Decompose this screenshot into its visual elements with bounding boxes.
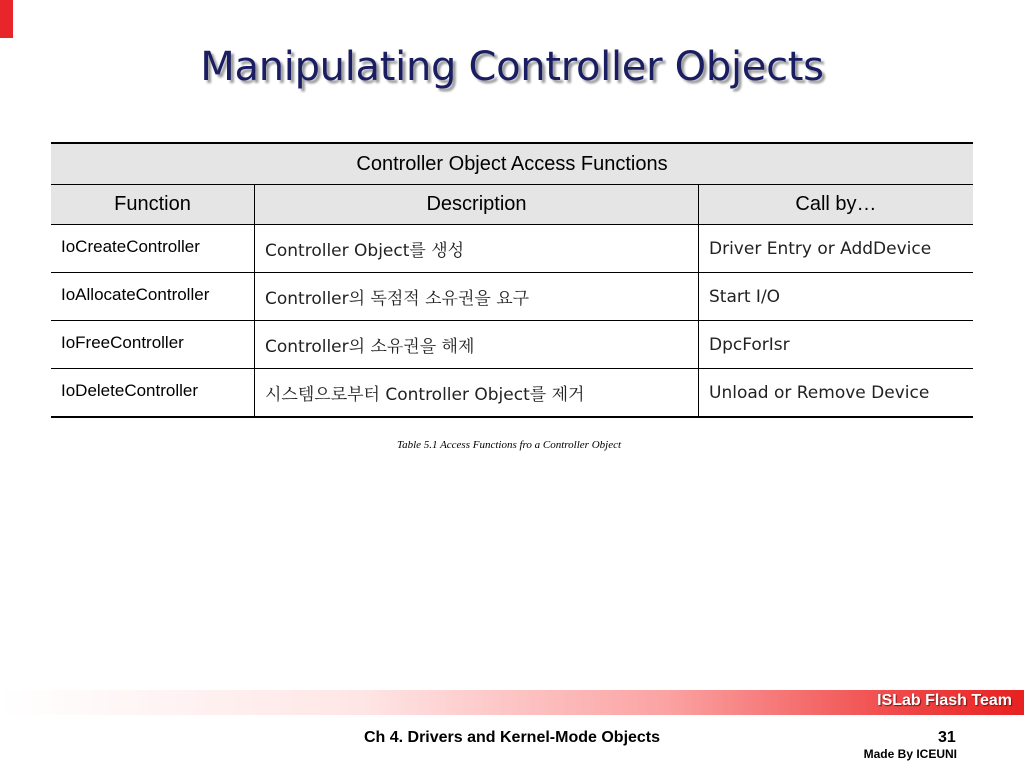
author-credit: Made By ICEUNI bbox=[863, 747, 957, 761]
corner-accent-mark bbox=[0, 0, 13, 38]
function-cell: IoAllocateController bbox=[51, 273, 255, 321]
call-by-cell: Unload or Remove Device bbox=[699, 369, 974, 418]
table-row bbox=[51, 225, 973, 273]
column-header-call-by: Call by… bbox=[699, 185, 974, 225]
description-cell: Controller의 소유권을 해제 bbox=[255, 321, 699, 369]
table-caption: Table 5.1 Access Functions fro a Controller Object bbox=[396, 439, 622, 451]
footer-gradient-band bbox=[0, 690, 1024, 715]
description-cell: 시스템으로부터 Controller Object를 제거 bbox=[255, 369, 699, 418]
table-heading-row bbox=[51, 143, 973, 185]
column-header-function: Function bbox=[51, 185, 255, 225]
team-label: ISLab Flash Team bbox=[877, 692, 1012, 709]
description-cell: Controller의 독점적 소유권을 요구 bbox=[255, 273, 699, 321]
column-header-row bbox=[51, 185, 973, 225]
table-row bbox=[51, 273, 973, 321]
function-cell: IoDeleteController bbox=[51, 369, 255, 418]
function-cell: IoCreateController bbox=[51, 225, 255, 273]
table-row bbox=[51, 369, 973, 418]
table-heading: Controller Object Access Functions bbox=[51, 143, 973, 185]
call-by-cell: DpcForIsr bbox=[699, 321, 974, 369]
access-functions-table bbox=[51, 142, 973, 418]
call-by-cell: Driver Entry or AddDevice bbox=[699, 225, 974, 273]
chapter-title: Ch 4. Drivers and Kernel-Mode Objects bbox=[363, 729, 661, 746]
call-by-cell: Start I/O bbox=[699, 273, 974, 321]
table-row bbox=[51, 321, 973, 369]
slide-title: Manipulating Controller Objects bbox=[200, 44, 824, 90]
page-number: 31 bbox=[938, 729, 956, 746]
column-header-description: Description bbox=[255, 185, 699, 225]
description-cell: Controller Object를 생성 bbox=[255, 225, 699, 273]
function-cell: IoFreeController bbox=[51, 321, 255, 369]
